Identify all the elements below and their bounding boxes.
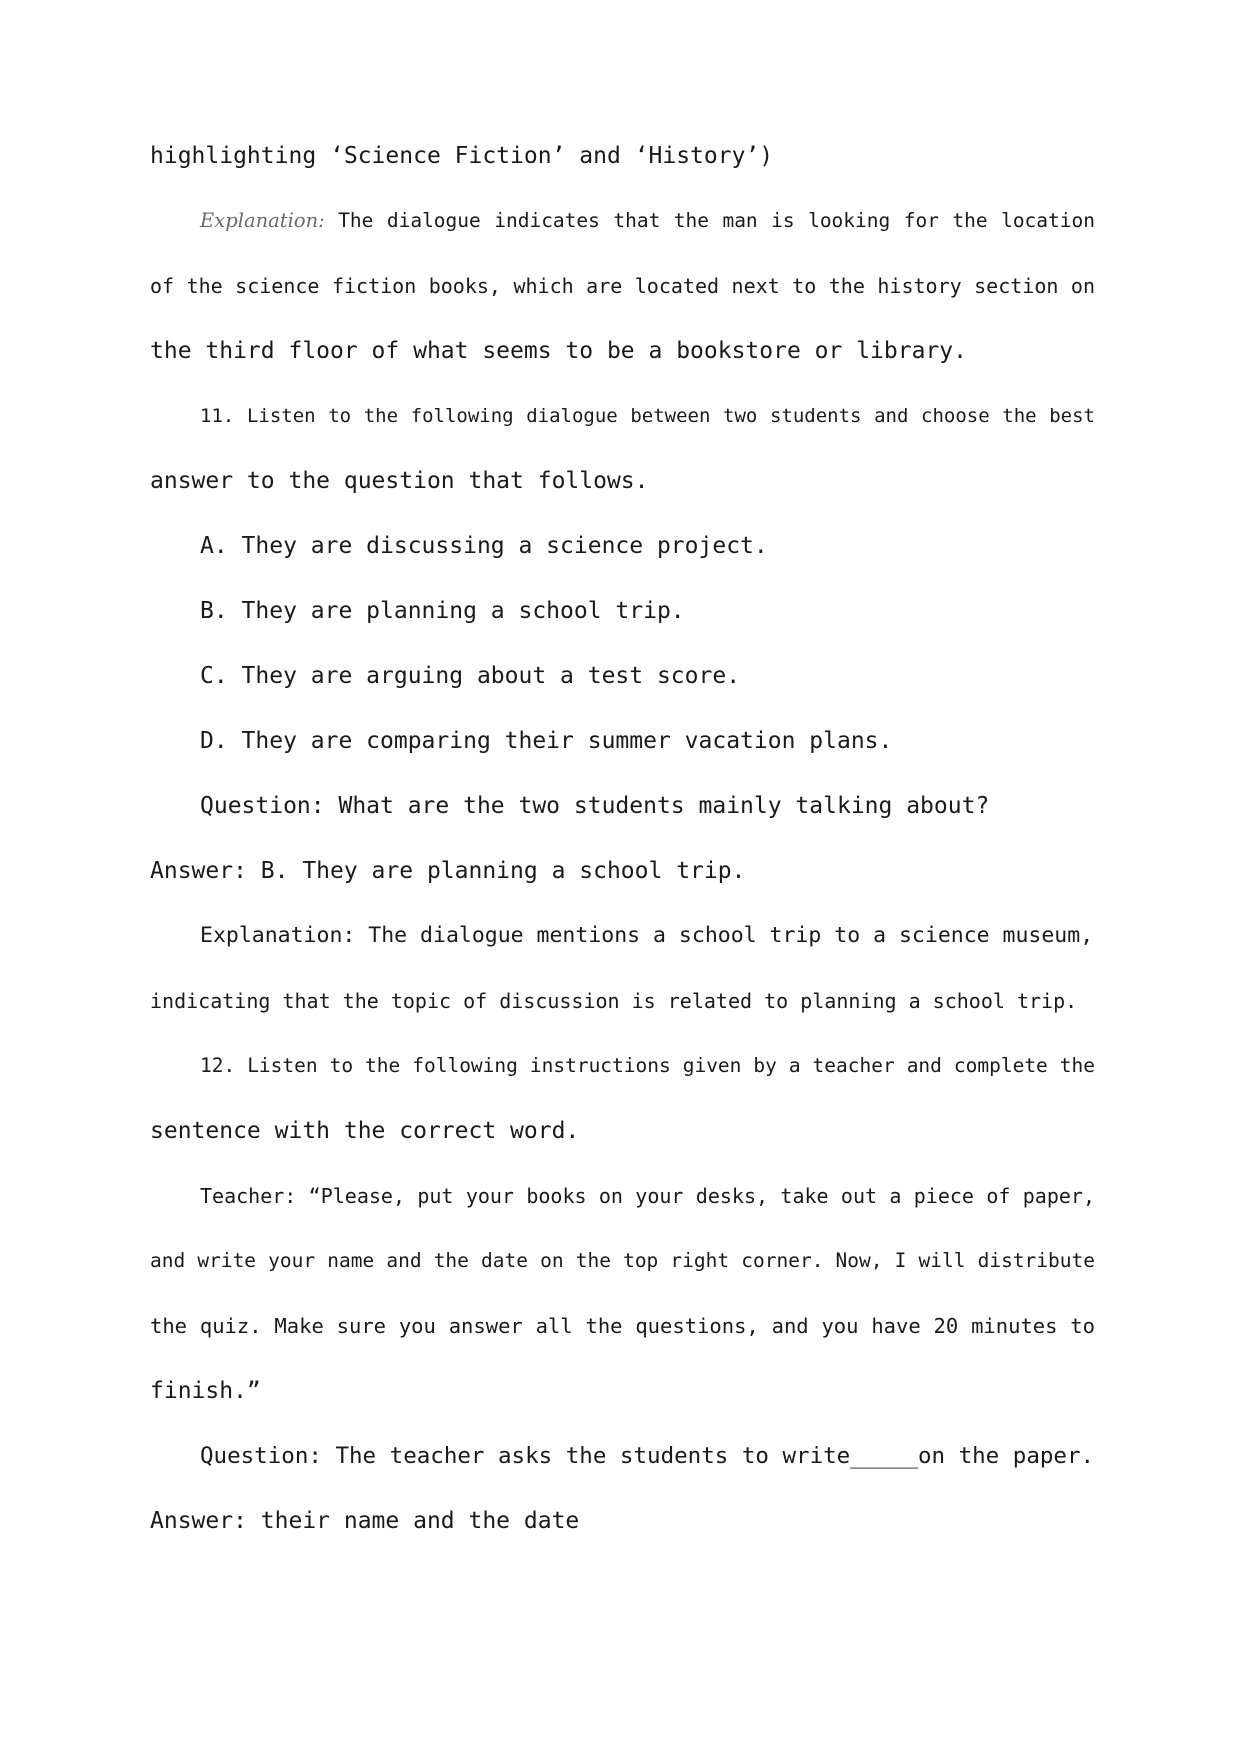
question-11-line-1: 11. Listen to the following dialogue between two students and choose the best xyxy=(200,405,1095,427)
text-line-4: the third floor of what seems to be a bookstore or library. xyxy=(150,338,967,364)
explanation-11-line-1: Explanation: The dialogue mentions a school trip to a science museum, xyxy=(200,923,1094,948)
option-a: A. They are discussing a science project. xyxy=(200,533,768,559)
explanation-label: Explanation: xyxy=(200,209,325,232)
teacher-line-1: Teacher: “Please, put your books on your desks, take out a piece of paper, xyxy=(200,1184,1095,1208)
option-b: B. They are planning a school trip. xyxy=(200,598,685,624)
teacher-line-2: and write your name and the date on the top right corner. Now, I will distribute xyxy=(150,1249,1095,1272)
explanation-11-line-2: indicating that the topic of discussion is related to planning a school trip. xyxy=(150,989,1078,1013)
explanation-line xyxy=(150,207,1095,272)
answer-12: Answer: their name and the date xyxy=(150,1508,580,1534)
text-line-1: highlighting ‘Science Fiction’ and ‘History’) xyxy=(150,143,774,169)
question-11-line-2: answer to the question that follows. xyxy=(150,468,649,494)
question-12-line-2: sentence with the correct word. xyxy=(150,1118,580,1144)
question-11-prompt: Question: What are the two students mainly talking about? xyxy=(200,793,990,819)
teacher-line-4: finish.” xyxy=(150,1378,261,1404)
option-d: D. They are comparing their summer vacation plans. xyxy=(200,728,893,754)
explanation-text: The dialogue indicates that the man is looking for the location xyxy=(324,209,1095,232)
document-page xyxy=(150,142,1095,1572)
question-12-prompt: Question: The teacher asks the students to write_____on the paper. xyxy=(200,1443,1095,1469)
question-12-line-1: 12. Listen to the following instructions given by a teacher and complete the xyxy=(200,1054,1095,1077)
teacher-line-3: the quiz. Make sure you answer all the questions, and you have 20 minutes to xyxy=(150,1314,1095,1338)
text-line-3: of the science fiction books, which are located next to the history section on xyxy=(150,274,1095,298)
option-c: C. They are arguing about a test score. xyxy=(200,663,741,689)
answer-11: Answer: B. They are planning a school trip. xyxy=(150,858,746,884)
